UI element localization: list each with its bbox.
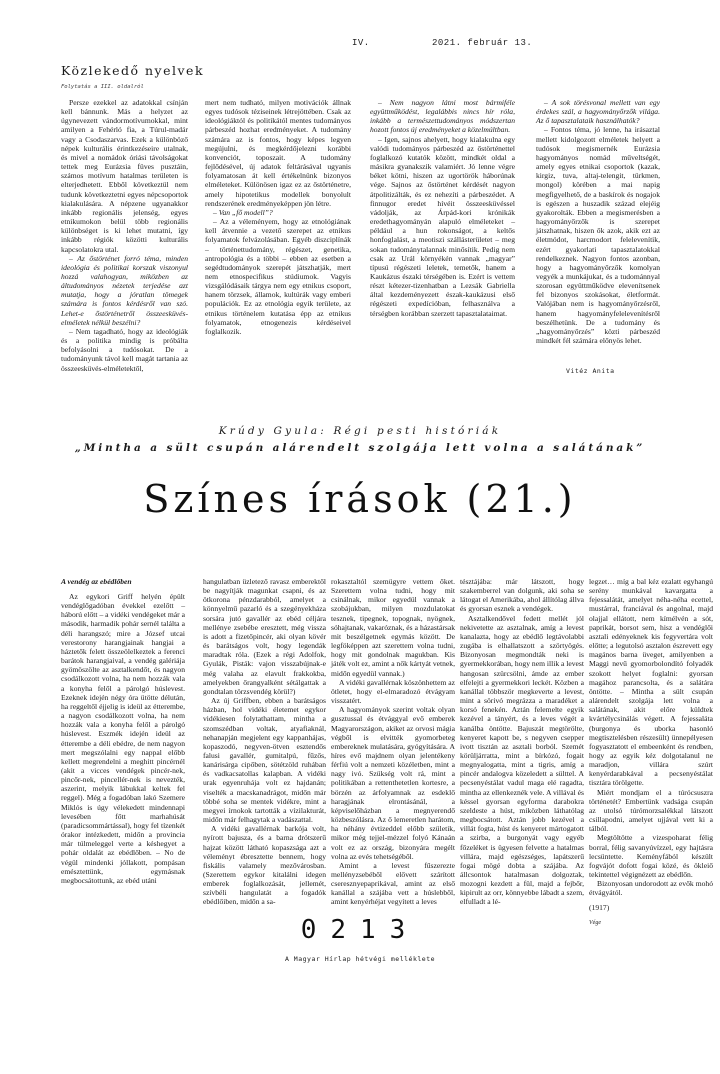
paragraph: Asztalkendővel fedett mellét jól nekivetette az asztalnak, amíg a levest kanalazta, hogy az ebédlő legtávolabbi zugába is elhallatszott a szörtyögés. Bizonyosan megmondták neki is gyermekkorában, hogy nem illik a levest hangosan szürcsölni, ámde az ember elfelejti a gyermekkori leckét. Közben a kanállal többször megkeverte a levest, mint a sörivó megrázza a maradéket a korsó fenekén. Aztán felemelte egyik kezével a tányért, és a leves végét a kanálba öntötte. Bajuszát megtörölte, kenyeret kapott be, s negyven csepper ivott tisztán az asztali borból. Szemét körüljárratta, mint a bírkózó, fogait megnyalogatta, mint a tigris, amíg a pincér andalogva közeledett a sülttel. A pecsenyéstálat vadul maga elé ragadta, mintha az ellenkeznék vele. A villával és késsel gyorsan egyforma darabokra szeldeste a húst, miközben láthatólag megbocsátott. Aztán jobb kezével a villát fogta, húst és kenyeret mártogatott a szirba, a burgonyát vagy egyéb főzeléket is ügyesen felvette a hatalmas villára, majd egészséges, lapátszerű fogai mögé dobta a szájába. Az állcsontok hatalmasan dolgoztak, mozogni kezdett a fül, majd a fejbőr, kipirult az orr, könnyebbe lábadt a szem, elfulladt a lé-: [460, 613, 584, 907]
footer-text: A Magyar Hírlap hétvégi melléklete: [284, 955, 436, 963]
kicker-author-line: Krúdy Gyula: Régi pesti históriák: [218, 425, 502, 437]
article2-column-2: [203, 577, 326, 907]
end-mark: Vége: [589, 919, 601, 926]
paragraph: A hagyományok szerint voltak olyan gusztussal és étvággyal evő emberek Magyarországon, akiket az orvosi mágia végből is elvitték gyomorbeteg embereknek mulatására, gyógyítására. A híres evő majdnem olyan jelentékeny férfiú volt a nemzeti közéletben, mint a nagy ivó. Szükség volt rá, mint a politikában a rettenthetetlen kortesre, a börzén az árfolyamnak az esdeklő haragjának elrontásánál, a képviselőházban a megnyerendő közbeszólásra. Az ő lemeretlen harátom, ha néhány évtizeddel előbb születik, mikor még tejjel-mézzel folyó Kánaán volt ez az ország, bizonyára megélt volna az evés tehetségéből.: [331, 705, 455, 861]
paragraph: Amint a levest fűszerezte mellényzsebéből elővett szárított cseresznyepaprikával, amint az első kanállal a szájába vett a húslebből, amint kenyérhéjat vegyített a leves: [331, 860, 455, 907]
paragraph: Bizonyosan undorodott az evők mohó étvágyától.: [589, 879, 713, 898]
article1-column-4: [536, 98, 660, 345]
paragraph: A vidéki gavallérnak köszönhettem az ötletet, hogy el-elmaradozó étvágyam visszatért.: [331, 677, 455, 706]
paragraph: – Fontos téma, jó lenne, ha irásaztal mellett kidolgozott elméletek helyett a tudósok megismernék Eurázsia hagyományos nomád műveltségét, amely egyes etnikai csoportok (kazak, kirgiz, tuva, altaj-telengit, türkmen, mongol) körében a mai napig megfigyelhető, de a baskírok és nogajok is egészen a huszadik század elejéig gyakorolták. Ebben a megismerésben a hagyományőrzők is szerepet játszhatnak, hiszen ők azok, akik ezt az életmódot, harcmodort felelevenítik, ezért gyakorlati tapasztalatokkal rendelkeznek. Nagyon fontos azonban, hogy a hagyományőrzők komolyan vegyék a munkájukat, és a tudománnyal szorosan együttműködve elevenítsenek fel bizonyos szokásokat, életformát. Valójában nem is hagyományőrzésről, hanem hagyományfelelevenítésről beszélhetünk. De a tudomány és „hagyományőrzés” közti párbeszéd mindkét fél számára előnyös lehet.: [536, 125, 660, 346]
paragraph: Miért mondjam el a túrócsuszra történetét? Embertünk vadsága csupán az utolsó túrómorzsalékkal látszott csillapodni, amelyet ujjával vett ki a tálból.: [589, 787, 713, 834]
article1-column-3: [370, 98, 515, 318]
paragraph: – Az a véleményem, hogy az etnológiának kell átvennie a vezető szerepet az etnikus folyamatok felvázolásában. Egyéb diszciplínák – történettudomány, régészet, genetika, antropológia és a többi – ebben az esetben a segédtudományok szerepét játszhatják, mert nem etnospecifikus stúdiumok. Vagyis vizsgálódásaik tárgya nem egy etnikus csoport, hanem törzsek, államok, kultúrák vagy emberi populációk. Ez az etnológia egyik területe, az etnikus történelem kutatása épp az etnikus folyamatok, etnogenezis kérdéseivel foglalkozik.: [205, 217, 351, 336]
paragraph: Megtöltötte a vizespoharat félig borral, félig savanyúvízzel, egy hajtásra lecsüntette. Keményfából készült fogvájót dofott fogai közé, és ökleiő tekintettel végignézett az ebédlőn.: [589, 833, 713, 879]
continued-note: Folytatás a III. oldalról: [61, 84, 144, 90]
section-heading: A vendég az ebédlőben: [61, 577, 132, 586]
question: – A sok törésvonal mellett van egy érdekes szál, a hagyományőrzők világa. Az ő tapasztalataik használhatók?: [536, 98, 660, 126]
paragraph: Persze ezekkel az adatokkal csínján kell bánnunk. Más a helyzet az úgynevezett vándormotívumokkal, mint amilyen a Fehérló fia, a Túrul-madár vagy a Csodaszarvas. Ezek a különböző népek kulturális érintkezéseire utalnak, és mivel a nomádok óriási távolságokat tettek meg Eurázsia füves pusztáin, számos motívum hatalmas területen is elterjedhetett. Ebből következtül nem tudunk következtetni egyes népcsoportok kialakulására. A népzene ugyanakkor inkább regionális jelenség, egyes etnikumokon belül több regionális különbséget is ki lehet mutatni, így inkább régiók közötti kulturális kapcsolatokra utal.: [61, 98, 188, 254]
article2-column-4: [460, 577, 584, 907]
paragraph: hangulatban üzletező ravasz emberektől be nagyítják magunkat csapni, és az ötkorona pénzdarabból, amelyet a könnyelmű pazarló és a szegényekháza sorsára jutó gavallér az ebéd céljára mellénye zsebébe eresztett, még vissza is adott a fizetőpincér, aki olyan kövér és barátságos volt, hogy legendák maradtak róla. (Ezek a régi Adolfok, Gyulák, Pisták: vajon visszabújnak-e még valaha az elavult frakkokba, amelyekben őrangyalként sétálgattak a gondtalan törzsvendég körül?): [203, 577, 326, 696]
article2-column-1: [61, 592, 185, 885]
article2-column-3: [331, 577, 455, 907]
paragraph: Az egykori Griff helyén épült vendéglőgadóban évekkel ezelőtt – háború előtt – a vidéki vendégeket már a második, harmadik pohár sernél találta a déli harangszó; mire a József utcai verestorony harangjainak hangjai a háztetők felett összeölelkeztek a ferenci barátok harangjaival, a vendég galériája gyömöszölte az asztalkendőt, és nagyon csodálkozott volna, ha nem hozzák vala a konyha felől a párolgó húslevest. Ezeknek idején négy óra ütötte délután, ha reggeltől éjjelig is ideül az étterembe, a nagyon csodálkozott volna, ha nem hozzák vala a konyha felől a párolgó húslevest. Eszmék idején ideül az étterembe a déli ebédre, de nem nagyon mert megszólalni egy nappal előbb kellett megrendelni a meghitt pincérnél (akit a vicces vendégek pincér-nek, pincőr-nek, pincellér-nek is nevezték, aszerint, melyik lábukkal keltek fel reggel). Még a fogadóban lakó Szemere Miklós is úgy vélekedett mindennapi levesében főtt marhahúsát (paradicsommártással), hogy fel tízenkét órakor intézkedett, midőn a provincia már túlmeleggel verte a késhegyet a pohár oldalát az ebédlőben. – No de végül mindenki jóllakott, pompásan emésztettünk, egymásnak megbocsátottunk, az ebéd utáni: [61, 592, 185, 885]
paragraph: A vidéki gavallérnak barkója volt, nyírott bajusza, és a barna drótszerű hajzat között látható kopaszsága azt a véleményt ébresztette bennem, hogy fiskális valamely mezővárosban. (Szerettem egykor kitalálni idegen emberek foglalkozását, jellemét, szívbéli hangulatát a fogadók ebédlőiben, midőn a sa-: [203, 824, 326, 907]
author-signature: Vitéz Anita: [566, 367, 615, 375]
article1-column-1: [61, 98, 188, 373]
paragraph: tésztájába: már látszott, hogy szakemberrel van dolgunk, aki soha se látogat el Amerikába, ahol állítólag állva és gyorsan esznek a vendégek.: [460, 577, 584, 614]
article1-column-2: [205, 98, 351, 336]
page-number: 0213: [300, 915, 420, 945]
publication-year: (1917): [589, 903, 610, 913]
article-title: Közlekedő nyelvek: [61, 63, 205, 78]
paragraph: – Igen, sajnos ahelyett, hogy kialakulna egy valódi tudományos párbeszéd az őstörténettel foglalkozó kutatók között, mindkét oldal a másikra gyanakszik valamiért. Jó lenne végre béket kötni, hiszen az ugortörök háborúnak vége. Sajnos az őstörténet kérdését nagyon átpolitizálták, és ez nehezíti a párbeszédet. A finnugor eredet hívéit összeesküvéssel vádolják, az Árpád-kori krónikák eredethagyományán alapuló elméleteket – például a hun rokonságot, a keltős honfoglalást, a meotiszi szállásterületet – meg sokan tudománytalannak minősítik. Pedig nem csak az Urál környékén vannak „magyar” típusú régészeti leletek, temetők, hanem a Kaukázus északi térségében is. Ezért is vettem részt kétezer-tizenhatban a Lezsák Gabriella által kezdeményezett észak-kaukázusi első régészeti expedícióban, felhasználva a térségben korábban szerzett tapasztalataimat.: [370, 134, 515, 318]
paragraph: mert nem tudható, milyen motivációk állnak egyes tudósok téziseinek létrejöttében. Csak az ideológiáktól és politikától mentes tudományos párbeszéd hozhat eredményeket. A tudomány számára az is fontos, hogy képes legyen megújulni, és megkérdőjelezni korábbi konvenciót, toposzait. A tudomány fejlődésével, új adatok feltárásával ugyanis folyamatosan át kell értékelnünk bizonyos elméleteket. Különösen igaz ez az őstörténetre, amely hipotetikus modellek bonyolult rendszerének eredményeképpen jön létre.: [205, 98, 351, 208]
paragraph: legzet… míg a bal kéz ezalatt egyhangú serény munkával kavargatta a fejessalátát, amelyet néha-néha ecettel, mustárral, franciával és angolnal, majd olajjal ellátott, nem kímélvén a sót, paprikát, borsot sem, hisz a vendéglői asztali edényeknek kis fegyvertára volt előtte; a legutolsó asztalon észrevett egy magános barna üveget, amilyenben a Maggi nevű gyomorbolondító folyadék szokott helyet foglalni: gyorsan magához parancsolta, és a salátára öntötte. – Mintha a sült csupán alárendelt szolgája lett volna a salátának, akit előre küldtek kvártélycsinálás végett. A fejessaláta (burgonya és uborka hasonló megtisztelésben részesült) ünnepélyesen fogyasztatott el embeenként és rendben, hogy az egyik kéz dolgotalanul ne maradjon, villára szúrt kenyérdarabkával a pecsenyéstálat tisztára törölgette.: [589, 577, 713, 788]
question: – Az őstörténet forró téma, minden ideológia és politikai korszak viszonyul hozzá valahogyan, miközben az áltudományos nézetek terjedése azt mutatja, hogy a jóratlan tömegek számára is fontos kérdésről van szó. Lehet-e őstörténetről összeesküvés-elméletek nélkül beszélni?: [61, 253, 188, 327]
feature-title: Színes írások (21.): [143, 477, 577, 521]
issue-number: IV.: [352, 38, 370, 48]
paragraph: rokasztaltól szemügyre vettem őket. Szerettem volna tudni, hogy mit csinálnak, mikor egyedül vannak a szobájukban, milyen mozdulatokat tesznek, tipegnek, topognak, nyögnek, sóhajtanak, vakaróznak, és a házastársak mit beszélgetnek egymás között. De legföképpen azt szerettem volna tudni, hogy mit gondolnak magukban. Kis játék volt ez, amint a nők kártyát vetnek, midőn egyedül vannak.): [331, 577, 455, 678]
question: – Van „fő modell”?: [213, 207, 273, 217]
paragraph: Az új Griffben, ebben a barátságos házban, hol vidéki életemet egykor vidékiesen folytathattam, mintha a szomszédban voltak, atyafiaknál, nehanapján megjelent egy kappanhájas, kopaszodó, negyven-ötven esztendős falusi gavallér, gumitalpú, fűzős, kanárisárga cipőben, sötétzöld ruhában és vadkacsatollas kalapban. A vidéki urak egyenruhája volt ez hajdanán; viselték a macskanadrágot, midőn már többé soha se mentek vidékre, mint a megyei írnokok tartották a vízilakturát, midőn már felhagytak a vadászattal.: [203, 696, 326, 825]
question: – Nem nagyon látni most bármiféle együttműködést, legalábbis nincs hír róla, inkább a természettudományos módszertan hozott fontos új eredményeket a közelmúltban.: [370, 98, 515, 135]
paragraph: – Nem tagadható, hogy az ideológiák és a politika mindig is próbálta befolyásolni a tudósokat. De a tudományunk távol kell magát tartania az összeesküvés-elméletektől,: [61, 326, 188, 373]
article2-column-5: [589, 577, 713, 928]
kicker-quote-line: „Mintha a sült csupán alárendelt szolgája lett volna a salátának”: [74, 442, 646, 454]
issue-date: 2021. február 13.: [432, 38, 533, 48]
